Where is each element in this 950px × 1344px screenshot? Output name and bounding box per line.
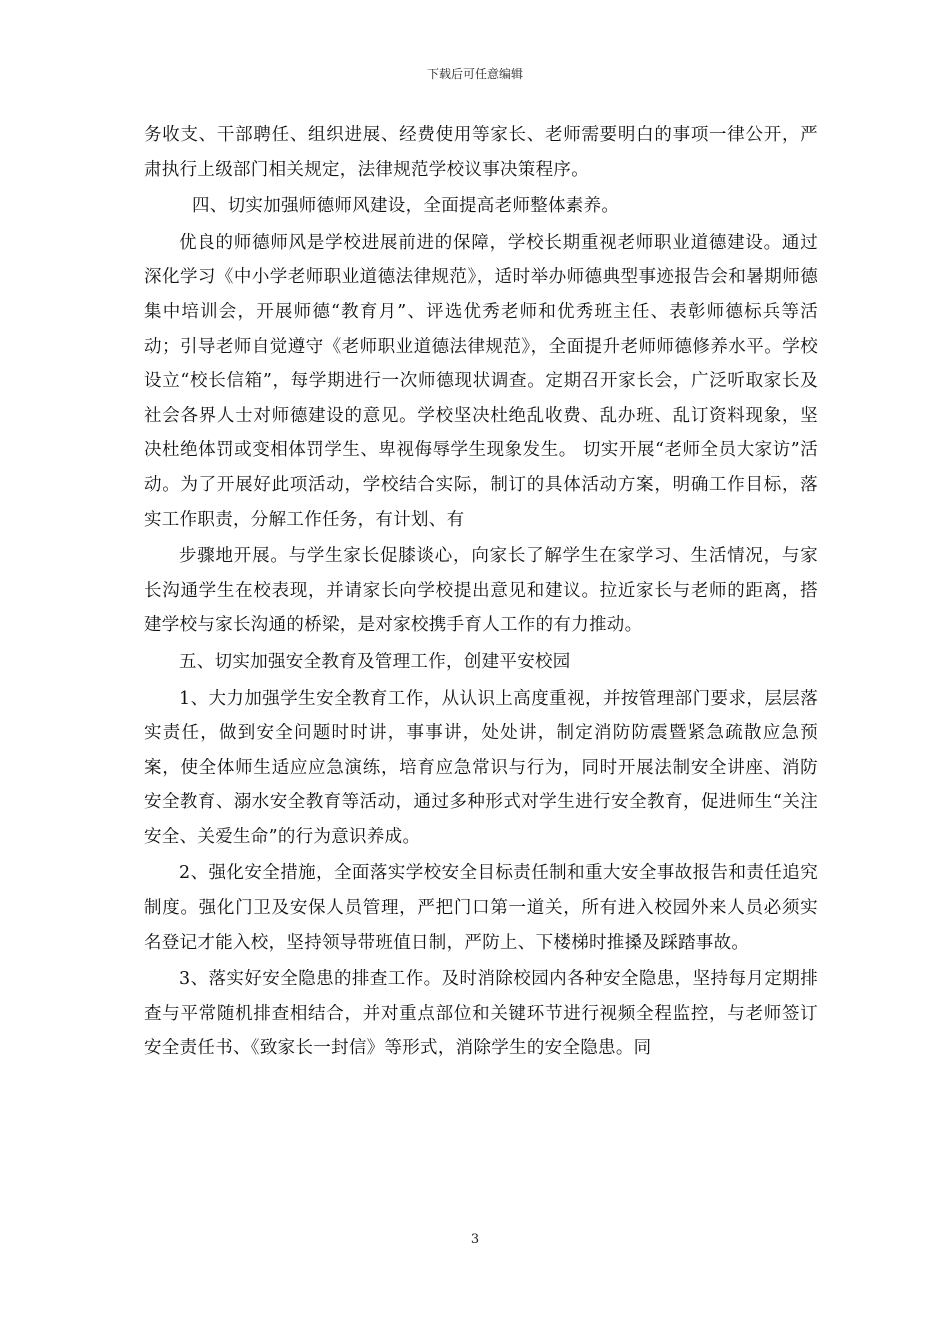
paragraph-hazard-inspection: 3、落实好安全隐患的排查工作。及时消除校园内各种安全隐患，坚持每月定期排查与平常随机排查相结合，并对重点部位和关键环节进行视频全程监控，与老师签订安全责任书、《致家长一封信》等形式，消除学生的安全隐患。同 — [144, 969, 818, 1059]
page-number: 3 — [470, 1232, 480, 1247]
document-body — [144, 118, 818, 1068]
section-heading-4: 四、切实加强师德师风建设，全面提高老师整体素养。 — [192, 196, 620, 217]
paragraph-teacher-ethics: 优良的师德师风是学校进展前进的保障，学校长期重视老师职业道德建设。通过深化学习《中小学老师职业道德法律规范》，适时举办师德典型事迹报告会和暑期师德集中培训会，开展师德“教育月”、评选优秀老师和优秀班主任、表彰师德标兵等活动；引导老师自觉遵守《老师职业道德法律规范》，全面提升老师师德修养水平。学校设立“校长信箱”，每学期进行一次师德现状调查。定期召开家长会，广泛听取家长及社会各界人士对师德建设的意见。学校坚决杜绝乱收费、乱办班、乱订资料现象，坚决杜绝体罚或变相体罚学生、卑视侮辱学生现象发生。 切实开展“老师全员大家访”活动。为了开展好此项活动，学校结合实际，制订的具体活动方案，明确工作目标，落实工作职责，分解工作任务，有计划、有 — [144, 232, 818, 530]
paragraph-safety-education: 1、大力加强学生安全教育工作，从认识上高度重视，并按管理部门要求，层层落实责任，做到安全问题时时讲，事事讲，处处讲，制定消防防震暨紧急疏散应急预案，使全体师生适应应急演练，培育应急常识与行为，同时开展法制安全讲座、消防安全教育、溺水安全教育等活动，通过多种形式对学生进行安全教育，促进师生“关注安全、关爱生命”的行为意识养成。 — [144, 688, 818, 847]
header-note: 下载后可任意编辑 — [426, 67, 523, 81]
paragraph-home-visits: 步骤地开展。与学生家长促膝谈心，向家长了解学生在家学习、生活情况，与家长沟通学生在校表现，并请家长向学校提出意见和建议。拉近家长与老师的距离，搭建学校与家长沟通的桥梁，是对家校携手育人工作的有力推动。 — [144, 546, 818, 636]
section-heading-5: 五、切实加强安全教育及管理工作，创建平安校园 — [179, 651, 571, 672]
paragraph-safety-measures: 2、强化安全措施，全面落实学校安全目标责任制和重大安全事故报告和责任追究制度。强化门卫及安保人员管理，严把门口第一道关，所有进入校园外来人员必须实名登记才能入校，坚持领导带班值日制，严防上、下楼梯时推搡及踩踏事故。 — [144, 863, 818, 953]
paragraph-continued: 务收支、干部聘任、组织进展、经费使用等家长、老师需要明白的事项一律公开，严肃执行上级部门相关规定，法律规范学校议事决策程序。 — [144, 125, 818, 180]
